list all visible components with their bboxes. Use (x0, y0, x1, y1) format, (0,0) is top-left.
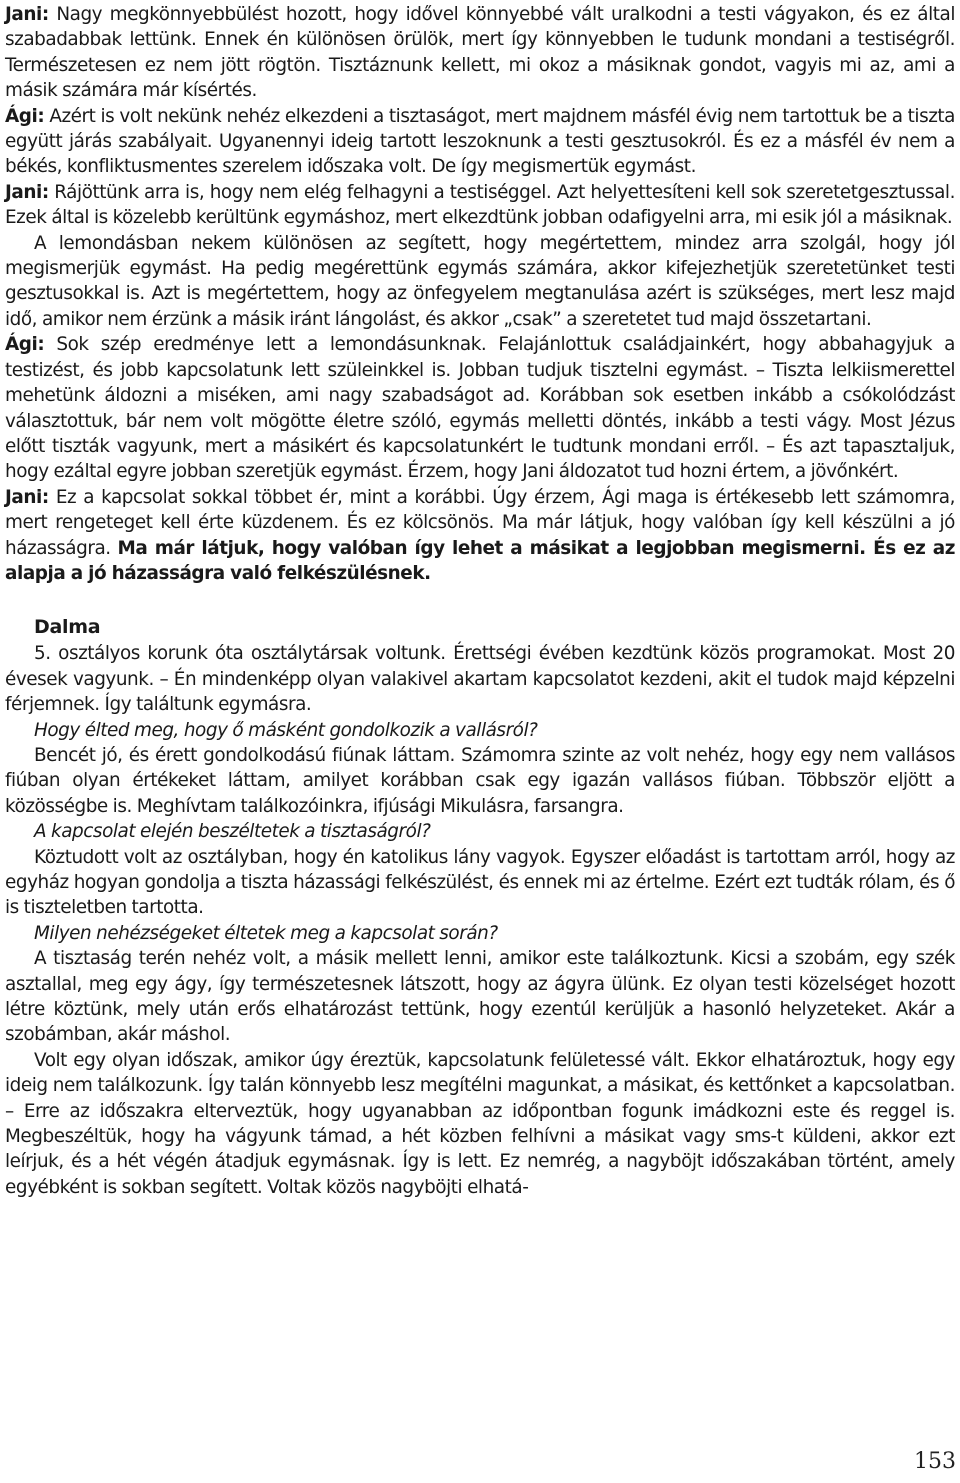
page-number: 153 (914, 1449, 956, 1474)
interview-answer-1: Bencét jó, és érett gondolkodású fiúnak láttam. Számomra szinte az volt nehéz, hogy egy nem vallásos fiúban olyan értékeket láttam, amilyet korábban csak egy igazán vallásos fiúban. Többször eljött a közösségbe is. Meghívtam találkozóinkra, ifjúsági Mikulásra, farsangra. (5, 744, 955, 817)
paragraph-dalma-intro: 5. osztályos korunk óta osztálytársak voltunk. Érettségi évében kezdtünk közös programokat. Most 20 évesek vagyunk. – Én mindenképp olyan valakivel akartam kapcsolatot kezdeni, akit el tudok majd képzelni férjemnek. Így találtunk egymásra. (5, 643, 955, 716)
interview-question-2: A kapcsolat elején beszéltetek a tisztaságról? (34, 821, 431, 843)
interview-answer-2: Köztudott volt az osztályban, hogy én katolikus lány vagyok. Egyszer előadást is tartottam arról, hogy az egyház hogyan gondolja a tiszta házassági felkészülést, és ennek mi az értelme. Ezért ezt tudták rólam, és ő is tiszteletben tartotta. (5, 846, 955, 919)
paragraph-jani-4 (5, 485, 955, 587)
page-content (5, 2, 955, 1200)
interview-question-3: Milyen nehézségeket éltetek meg a kapcsolat során? (34, 922, 498, 944)
speaker-label: Jani: (5, 486, 49, 508)
speaker-label: Jani: (5, 181, 49, 203)
paragraph-bold-conclusion: Ma már látjuk, hogy valóban így lehet a másikat a legjobban megismerni. És ez az alapja a jó házasságra való felkészülésnek. (5, 537, 955, 584)
interview-question-1: Hogy élted meg, hogy ő másként gondolkozik a vallásról? (34, 719, 538, 741)
interview-answer-3: A tisztaság terén nehéz volt, a másik mellett lenni, amikor este találkoztunk. Kicsi a szobám, egy szék asztallal, meg egy ágy, így természetesnek látszott, hogy az ágyra ülünk. Ez olyan testi közelséget hozott létre köztünk, mely után erős elhatározást tettünk, hogy ezentúl kerüljük a hasonló helyzeteket. Akár a szobámban, akár máshol. (5, 948, 955, 1046)
speaker-label: Ági: (5, 105, 45, 127)
interview-answer-4: Volt egy olyan időszak, amikor úgy éreztük, kapcsolatunk felületessé vált. Ekkor elhatároztuk, hogy egy ideig nem találkozunk. Így talán könnyebb lesz megítélni magunkat, a másikat, és kettőnket a kapcsolatban. – Erre az időszakra elterveztük, hogy ugyanabban az időpontban fogunk imádkozni este és reggel is. Megbeszéltük, hogy ha vágyunk támad, a hét közben felhívni a másikat vagy sms-t küldeni, akkor ezt leírjuk, és a hét végén átadjuk egymásnak. Így is lett. Ez nemrég, a nagyböjt időszakában történt, amely egyébként is sokban segített. Voltak közös nagyböjti elhatá- (5, 1049, 955, 1198)
paragraph-jani-1 (5, 2, 955, 104)
paragraph-agi-2 (5, 332, 955, 484)
paragraph-text: Sok szép eredménye lett a lemondásunknak. Felajánlottuk családjainkért, hogy abbahagyjuk a testizést, és jobb kapcsolatunk lett szüleinkkel is. Jobban tudjuk tisztelni egymást. – Tiszta lelkiismerettel mehetünk áldozni a miséken, ami nagy szabadságot ad. Korábban sok esetben inkább a csókolódzást választottuk, bár nem volt mögötte életre szóló, egymás melletti döntés, inkább a testi vágy. Most Jézus előtt tiszták vagyunk, mert a másikért és kapcsolatunkért le tudtunk mondani erről. – És azt tapasztaljuk, hogy ezáltal egyre jobban szeretjük egymást. Érzem, hogy Jani áldozatot tud hozni értem, a jövőnkért. (5, 334, 955, 483)
paragraph-text: Nagy megkönnyebbülést hozott, hogy idővel könnyebbé vált uralkodni a testi vágyakon, és ez által szabadabbak lettünk. Ennek én különösen örülök, mert így könnyebben le tudunk mondani a testiségről. Természetesen ez nem jött rögtön. Tisztáznunk kellett, mi okoz a másiknak gondot, vagyis mi az, ami a másik számára már kísértés. (5, 4, 955, 102)
speaker-label: Ági: (5, 334, 45, 356)
section-heading-dalma: Dalma (34, 616, 101, 639)
paragraph-jani-2 (5, 180, 955, 231)
paragraph-text: Rájöttünk arra is, hogy nem elég felhagyni a testiséggel. Azt helyettesíteni kell sok szeretetgesztussal. Ezek által is közelebb kerültünk egymáshoz, mert elkezdtünk jobban odafigyelni arra, mi esik jól a másiknak. (5, 181, 955, 229)
paragraph-jani-3: A lemondásban nekem különösen az segített, hogy megértettem, mindez arra szolgál, hogy jól megismerjük egymást. Ha pedig megérettünk egymás számára, akkor kifejezhetjük szeretetünket testi gesztusokkal is. Azt is megértettem, hogy az önfegyelem megtanulása azért is szükséges, mert lesz majd idő, amikor nem érzünk a másik iránt lángolást, és akkor „csak” a szeretetet tud majd összetartani. (5, 232, 955, 330)
paragraph-text: Ez a kapcsolat sokkal többet ér, mint a korábbi. Úgy érzem, Ági maga is értékesebb lett számomra, mert rengeteget kell érte küzdenem. És ez kölcsönös. Ma már látjuk, hogy valóban így kell készülni a jó házasságra. (5, 486, 955, 559)
speaker-label: Jani: (5, 4, 49, 25)
paragraph-agi-1 (5, 104, 955, 180)
paragraph-text: Azért is volt nekünk nehéz elkezdeni a tisztaságot, mert majdnem másfél évig nem tartottuk be a tiszta együtt járás szabályait. Ugyanennyi ideig tartott leszoknunk a testi gesztusokról. És ez a másfél év nem a békés, konfliktusmentes szerelem időszaka volt. De így megismertük egymást. (5, 105, 955, 178)
